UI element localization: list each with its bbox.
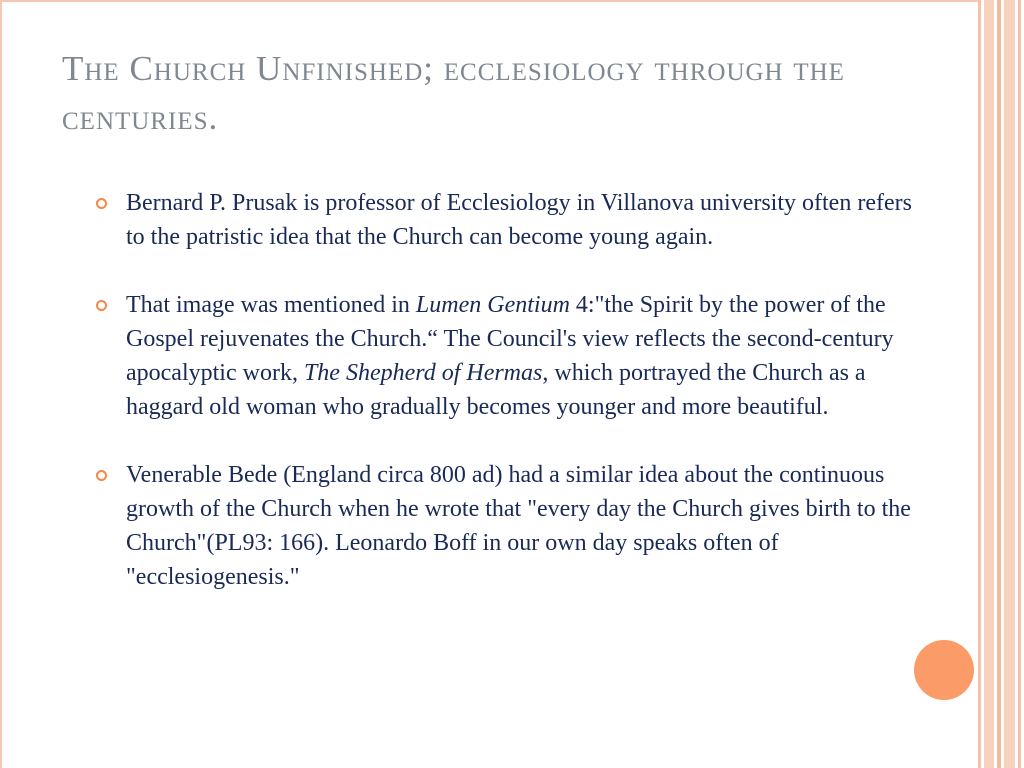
bullet-marker-icon xyxy=(96,300,107,311)
bullet-item xyxy=(96,288,916,424)
stripe xyxy=(978,0,981,768)
work-title-shepherd-of-hermas: The Shepherd of Hermas xyxy=(303,360,543,386)
bullet-text-part: 4:"the Spirit by the power of the Gospel rejuvenates the Church.“ The Council's view reflects the second-century apocalyptic work, xyxy=(126,292,894,386)
bullet-item xyxy=(96,186,916,254)
bullet-text: Bernard P. Prusak is professor of Ecclesiology in Villanova university often refers to the patristic idea that the Church can become young again. xyxy=(126,190,912,250)
work-title-lumen-gentium: Lumen Gentium xyxy=(415,292,570,318)
bullet-marker-icon xyxy=(96,470,107,481)
bullet-text-part: , which portrayed the Church as a haggard old woman who gradually becomes younger and more beautiful. xyxy=(126,360,866,420)
bullet-list xyxy=(96,186,916,594)
bullet-marker-icon xyxy=(96,198,107,209)
stripe xyxy=(1004,0,1015,768)
stripe xyxy=(984,0,994,768)
stripe xyxy=(997,0,1001,768)
stripe xyxy=(1018,0,1021,768)
bullet-text: Venerable Bede (England circa 800 ad) had a similar idea about the continuous growth of the Church when he wrote that "every day the Church gives birth to the Church"(PL93: 166). Leonardo Boff in our own day speaks often of "ecclesiogenesis." xyxy=(126,462,911,590)
bullet-item xyxy=(96,458,916,594)
left-border xyxy=(0,0,2,768)
decorative-circle xyxy=(914,640,974,700)
bullet-text-part: That image was mentioned in xyxy=(126,292,416,318)
top-border xyxy=(0,0,980,2)
slide-title: The Church Unfinished; ecclesiology through the centuries. xyxy=(62,49,845,137)
decorative-stripes xyxy=(978,0,1024,768)
